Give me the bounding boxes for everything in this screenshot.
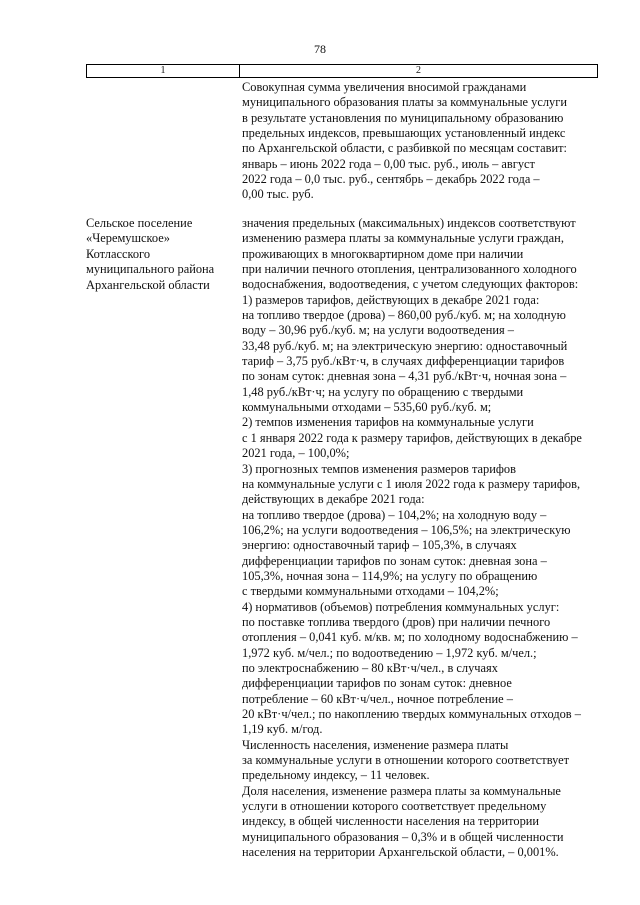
- text-line: по зонам суток: дневная зона – 4,31 руб./кВт·ч, ночная зона –: [242, 369, 567, 384]
- text-line: при наличии печного отопления, централизованного холодного: [242, 262, 577, 277]
- text-line: 3) прогнозных темпов изменения размеров тарифов: [242, 461, 516, 476]
- text-line: предельных индексов, превышающих установленный индекс: [242, 126, 566, 141]
- text-line: муниципального образования – 0,3% и в общей численности: [242, 829, 564, 844]
- text-line: на топливо твердое (дрова) – 104,2%; на холодную воду –: [242, 507, 547, 522]
- text-line: 4) нормативов (объемов) потребления коммунальных услуг:: [242, 599, 560, 614]
- block2-text: [242, 216, 606, 860]
- text-line: отопления – 0,041 куб. м/кв. м; по холодному водоснабжению –: [242, 630, 578, 645]
- municipality-line: «Черемушское»: [86, 231, 170, 246]
- text-line: 1) размеров тарифов, действующих в декабре 2021 года:: [242, 292, 540, 307]
- text-line: населения на территории Архангельской области, – 0,001%.: [242, 845, 559, 860]
- text-line: с твердыми коммунальными отходами – 104,2%;: [242, 584, 499, 599]
- text-line: по электроснабжению – 80 кВт·ч/чел., в случаях: [242, 660, 498, 675]
- text-line: 2021 года, – 100,0%;: [242, 446, 350, 461]
- text-line: по Архангельской области, с разбивкой по месяцам составит:: [242, 141, 567, 156]
- municipality-name: [86, 216, 236, 293]
- text-line: 2) темпов изменения тарифов на коммунальные услуги: [242, 415, 534, 430]
- municipality-line: муниципального района: [86, 262, 215, 277]
- table-header: [86, 64, 598, 78]
- text-line: на топливо твердое (дрова) – 860,00 руб./куб. м; на холодную: [242, 308, 566, 323]
- table-header-col2: 2: [416, 65, 421, 76]
- text-line: 106,2%; на услуги водоотведения – 106,5%; на электрическую: [242, 522, 571, 537]
- text-line: с 1 января 2022 года к размеру тарифов, действующих в декабре: [242, 430, 582, 445]
- text-line: дифференциации тарифов по зонам суток: дневное: [242, 676, 512, 691]
- text-line: изменению размера платы за коммунальные услуги граждан,: [242, 231, 564, 246]
- table-header-col1: 1: [87, 65, 240, 77]
- text-line: 1,48 руб./кВт·ч; на услугу по обращению с твердыми: [242, 384, 524, 399]
- text-line: услуги в отношении которого соответствует предельному: [242, 799, 547, 814]
- text-line: 33,48 руб./куб. м; на электрическую энергию: одноставочный: [242, 338, 568, 353]
- text-line: предельному индексу, – 11 человек.: [242, 768, 430, 783]
- text-line: 1,972 куб. м/чел.; по водоотведению – 1,972 куб. м/чел.;: [242, 645, 537, 660]
- text-line: 0,00 тыс. руб.: [242, 187, 314, 202]
- text-line: за коммунальные услуги в отношении которого соответствует: [242, 753, 570, 768]
- text-line: Доля населения, изменение размера платы за коммунальные: [242, 783, 561, 798]
- text-line: потребление – 60 кВт·ч/чел., ночное потребление –: [242, 691, 513, 706]
- text-line: муниципального образования платы за коммунальные услуги: [242, 95, 567, 110]
- municipality-line: Сельское поселение: [86, 216, 193, 230]
- text-line: 20 кВт·ч/чел.; по накоплению твердых коммунальных отходов –: [242, 707, 581, 721]
- text-line: проживающих в многоквартирном доме при наличии: [242, 246, 524, 261]
- text-line: 1,19 куб. м/год.: [242, 722, 323, 737]
- text-line: энергию: одноставочный тариф – 105,3%, в случаях: [242, 538, 517, 553]
- text-line: водоснабжения, водоотведения, с учетом следующих факторов:: [242, 277, 579, 292]
- text-line: индексу, в общей численности населения на территории: [242, 814, 540, 829]
- text-line: тариф – 3,75 руб./кВт·ч, в случаях дифференциации тарифов: [242, 354, 565, 369]
- text-line: Численность населения, изменение размера платы: [242, 737, 509, 752]
- text-line: в результате установления по муниципальному образованию: [242, 110, 564, 125]
- municipality-line: Котласского: [86, 246, 151, 261]
- text-line: Совокупная сумма увеличения вносимой гражданами: [242, 80, 527, 94]
- text-line: январь – июнь 2022 года – 0,00 тыс. руб., июль – август: [242, 156, 535, 171]
- text-line: на коммунальные услуги с 1 июля 2022 года к размеру тарифов,: [242, 476, 581, 491]
- text-line: коммунальными отходами – 535,60 руб./куб. м;: [242, 400, 492, 415]
- text-line: 2022 года – 0,0 тыс. руб., сентябрь – декабрь 2022 года –: [242, 172, 540, 187]
- text-line: действующих в декабре 2021 года:: [242, 492, 425, 507]
- text-line: дифференциации тарифов по зонам суток: дневная зона –: [242, 553, 547, 568]
- text-line: по поставке топлива твердого (дров) при наличии печного: [242, 614, 551, 629]
- text-line: воду – 30,96 руб./куб. м; на услуги водоотведения –: [242, 323, 514, 338]
- block1-text: [242, 80, 606, 203]
- municipality-line: Архангельской области: [86, 277, 210, 292]
- page-number: 78: [314, 42, 326, 56]
- text-line: значения предельных (максимальных) индексов соответствуют: [242, 216, 576, 230]
- text-line: 105,3%, ночная зона – 114,9%; на услугу по обращению: [242, 568, 538, 583]
